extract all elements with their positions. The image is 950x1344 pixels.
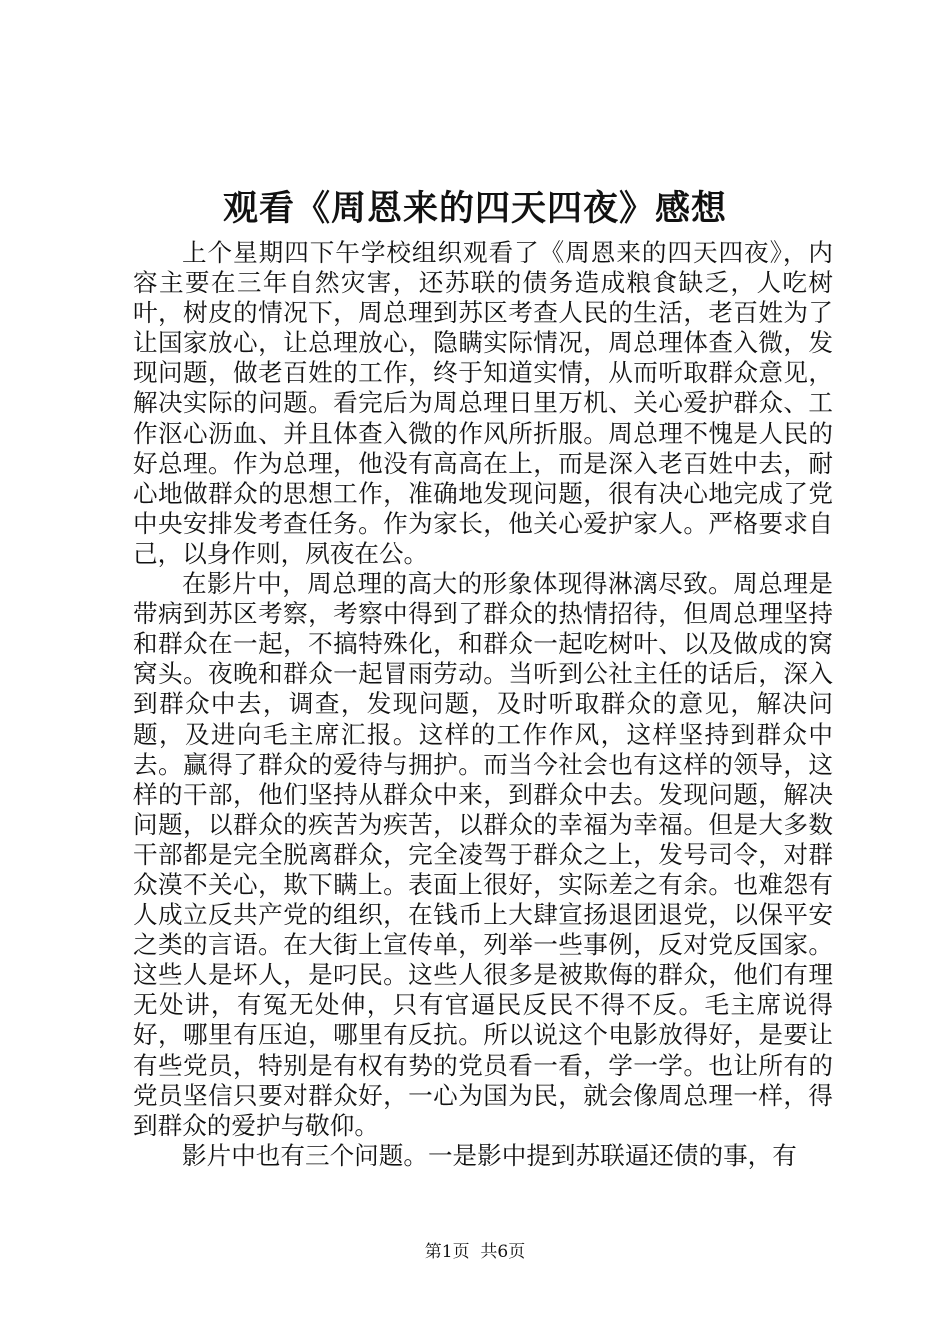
paragraph-3: 影片中也有三个问题。一是影中提到苏联逼还债的事，有 <box>182 1140 797 1170</box>
document-body <box>133 238 833 1171</box>
page-number-label: 第1页 共6页 <box>424 1242 526 1262</box>
paragraph-2: 在影片中，周总理的高大的形象体现得淋漓尽致。周总理是带病到苏区考察，考察中得到了群众的热情招待，但周总理坚持和群众在一起，不搞特殊化，和群众一起吃树叶、以及做成的窝窝头。夜晚和群众一起冒雨劳动。当听到公社主任的话后，深入到群众中去，调查，发现问题，及时听取群众的意见，解决问题，及进向毛主席汇报。这样的工作作风，这样坚持到群众中去。赢得了群众的爱待与拥护。而当今社会也有这样的领导，这样的干部，他们坚持从群众中来，到群众中去。发现问题，解决问题，以群众的疾苦为疾苦，以群众的幸福为幸福。但是大多数干部都是完全脱离群众，完全凌驾于群众之上，发号司令，对群众漠不关心，欺下瞒上。表面上很好，实际差之有余。也难怨有人成立反共产党的组织，在钱币上大肆宣扬退团退党，以保平安之类的言语。在大街上宣传单，列举一些事例，反对党反国家。这些人是坏人，是叼民。这些人很多是被欺侮的群众，他们有理无处讲，有冤无处伸，只有官逼民反民不得不反。毛主席说得好，哪里有压迫，哪里有反抗。所以说这个电影放得好，是要让有些党员，特别是有权有势的党员看一看，学一学。也让所有的党员坚信只要对群众好，一心为国为民，就会像周总理一样，得到群众的爱护与敬仰。 <box>133 569 833 1140</box>
document-title: 观看《周恩来的四天四夜》感想 <box>222 188 727 229</box>
page-footer <box>0 1240 950 1264</box>
paragraph-1: 上个星期四下午学校组织观看了《周恩来的四天四夜》，内容主要在三年自然灾害，还苏联的债务造成粮食缺乏，人吃树叶，树皮的情况下，周总理到苏区考查人民的生活，老百姓为了让国家放心，让总理放心，隐瞒实际情况，周总理体查入微，发现问题，做老百姓的工作，终于知道实情，从而听取群众意见，解决实际的问题。看完后为周总理日里万机、关心爱护群众、工作沤心沥血、并且体查入微的作风所折服。周总理不愧是人民的好总理。作为总理，他没有高高在上，而是深入老百姓中去，耐心地做群众的思想工作，准确地发现问题，很有决心地完成了党中央安排发考查任务。作为家长，他关心爱护家人。严格要求自己，以身作则，夙夜在公。 <box>133 238 833 568</box>
